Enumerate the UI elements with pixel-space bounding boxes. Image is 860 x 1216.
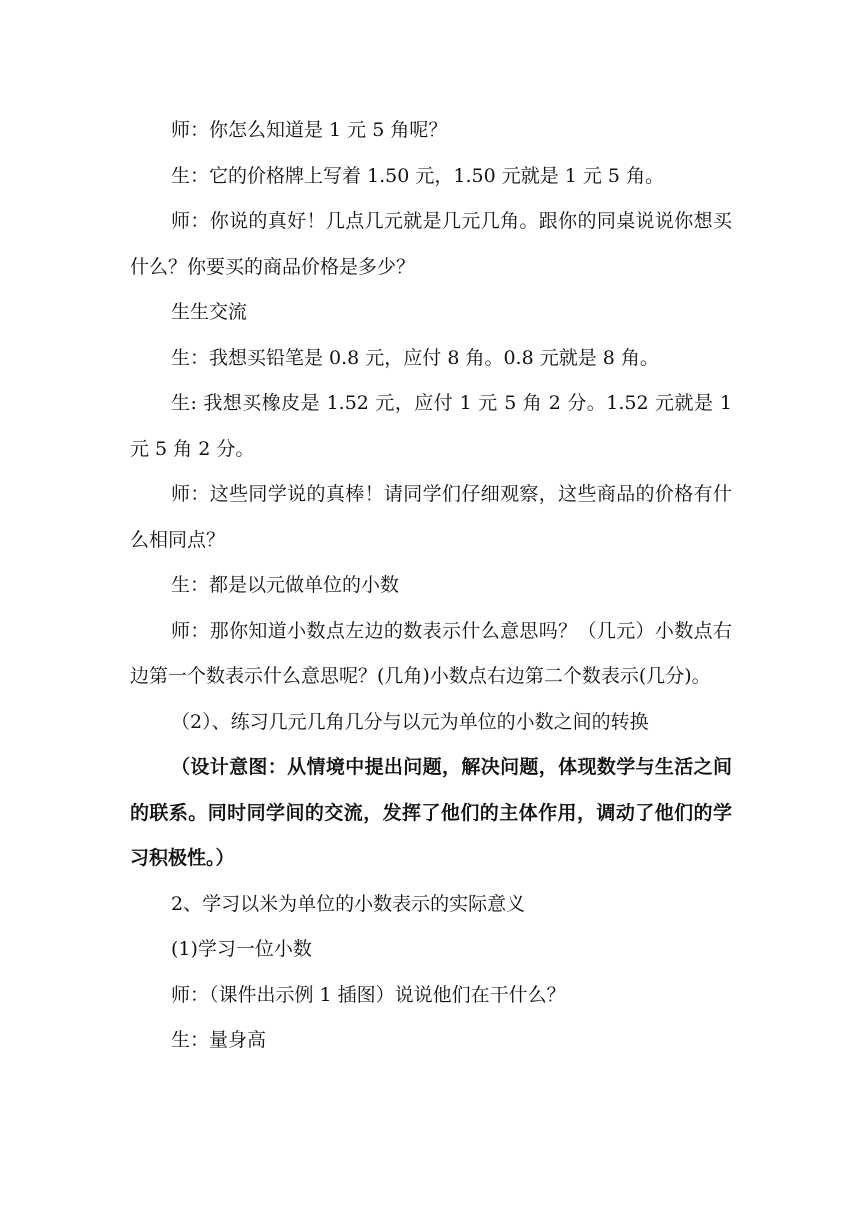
dialogue-teacher-observe: 师：这些同学说的真棒！请同学们仔细观察，这些商品的价格有什么相同点？ bbox=[130, 483, 732, 551]
dialogue-teacher-illustration: 师：（课件出示例 1 插图）说说他们在干什么？ bbox=[171, 983, 566, 1006]
dialogue-student-eraser: 生: 我想买橡皮是 1.52 元，应付 1 元 5 角 2 分。1.52 元就是 1 元 5 角 2 分。 bbox=[130, 392, 732, 460]
dialogue-teacher-question: 师：你怎么知道是 1 元 5 角呢？ bbox=[171, 119, 448, 141]
section-practice-heading: （2）、练习几元几角几分与以元为单位的小数之间的转换 bbox=[171, 710, 649, 733]
activity-note: 生生交流 bbox=[171, 301, 248, 323]
dialogue-student-pencil: 生：我想买铅笔是 0.8 元，应付 8 角。0.8 元就是 8 角。 bbox=[171, 346, 659, 369]
subsection-heading-one-decimal: (1)学习一位小数 bbox=[171, 938, 312, 960]
dialogue-student-answer: 生：它的价格牌上写着 1.50 元，1.50 元就是 1 元 5 角。 bbox=[171, 164, 665, 187]
dialogue-teacher-prompt: 师：你说的真好！几点几元就是几元几角。跟你的同桌说说你想买什么？你要买的商品价格是多少？ bbox=[130, 210, 732, 278]
dialogue-teacher-decimal-meaning: 师：那你知道小数点左边的数表示什么意思吗？（几元）小数点右边第一个数表示什么意思呢？(几角)小数点右边第二个数表示(几分)。 bbox=[130, 619, 732, 687]
dialogue-student-height: 生：量身高 bbox=[171, 1029, 267, 1051]
document-body bbox=[130, 108, 732, 1064]
section-heading-meters: 2、学习以米为单位的小数表示的实际意义 bbox=[171, 892, 526, 915]
dialogue-student-common: 生：都是以元做单位的小数 bbox=[171, 574, 400, 596]
design-intent-note: （设计意图：从情境中提出问题，解决问题，体现数学与生活之间的联系。同时同学间的交流，发挥了他们的主体作用，调动了他们的学习积极性。） bbox=[130, 756, 732, 869]
